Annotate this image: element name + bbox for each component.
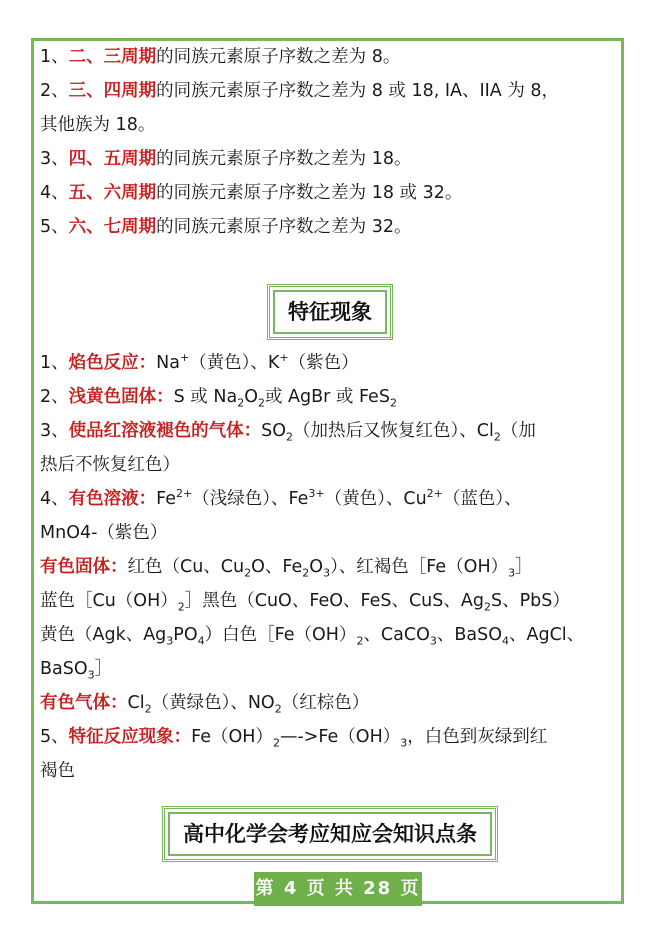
period-line-3: 3、四、五周期的同族元素原子序数之差为 18。 <box>40 149 412 169</box>
bleaching-gas-line-cont: 热后不恢复红色） <box>40 455 180 475</box>
colored-gas-line: 有色气体：$Cl_2$（黄绿色）、$NO_2$（红棕色） <box>40 693 370 716</box>
reaction-phenomenon-line: 5、特征反应现象：$Fe(OH)_2—->Fe(OH)_3$，白色到灰绿到红 <box>40 727 548 750</box>
colored-solid-line-2: 蓝色$[Cu(OH)_2]$黑色（CuO、FeO、FeS、CuS、$Ag_2S$、PbS） <box>40 591 570 614</box>
colored-solid-line-1: 有色固体：红色（Cu、$Cu_2O$、$Fe_2O_3$）、红褐色$[Fe(OH)_3]$ <box>40 557 533 580</box>
bleaching-gas-line: 3、使品红溶液褪色的气体：$SO_2$（加热后又恢复红色）、$Cl_2$（加 <box>40 421 536 444</box>
colored-solid-line-3: 黄色（Agk、$Ag_3PO_4$）白色$[Fe(OH)_2$、CaCO$_3$、BaSO$_4$、AgCl、 <box>40 625 585 648</box>
period-line-4: 4、五、六周期的同族元素原子序数之差为 18 或 32。 <box>40 183 463 203</box>
colored-solution-line: 4、有色溶液：$Fe^{2+}$（浅绿色）、$Fe^{3+}$（黄色）、$Cu^{2+}$（蓝色）、 <box>40 487 522 509</box>
colored-solution-line-cont: MnO4-（紫色） <box>40 523 168 543</box>
page-number: 第 4 页 共 28 页 <box>254 872 422 906</box>
yellow-solid-line: 2、浅黄色固体：S 或 $Na_2O_2$或 AgBr 或 FeS$_2$ <box>40 387 397 410</box>
page-content <box>40 40 620 862</box>
colored-solid-line-4: BaSO$_3$］ <box>40 659 113 682</box>
flame-reaction-line: 1、焰色反应：Na+（黄色）、K+（紫色） <box>40 351 359 373</box>
period-line-2-cont: 其他族为 18。 <box>40 115 156 135</box>
period-line-5: 5、六、七周期的同族元素原子序数之差为 32。 <box>40 217 412 237</box>
period-line-1: 1、二、三周期的同族元素原子序数之差为 8。 <box>40 47 401 67</box>
period-line-2: 2、三、四周期的同族元素原子序数之差为 8 或 18, IA、IIA 为 8， <box>40 81 560 101</box>
section-title-knowledge: 高中化学会考应知应会知识点条 <box>162 806 498 862</box>
section-title-features: 特征现象 <box>267 284 393 340</box>
reaction-phenomenon-line-cont: 褐色 <box>40 761 75 781</box>
